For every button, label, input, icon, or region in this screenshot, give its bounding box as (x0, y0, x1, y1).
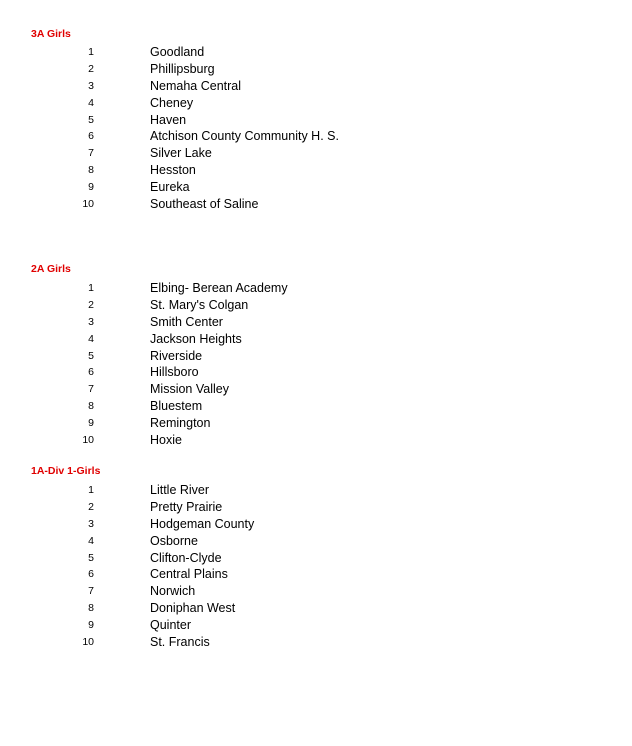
ranking-row (0, 550, 632, 567)
team-name: Norwich (150, 584, 196, 599)
rank-number: 9 (88, 619, 94, 632)
ranking-row (0, 364, 632, 381)
ranking-row (0, 617, 632, 634)
rank-number: 3 (88, 315, 94, 328)
team-name: Hillsboro (150, 365, 199, 380)
rank-number: 6 (88, 568, 94, 581)
rank-number: 3 (88, 517, 94, 530)
team-name: Eureka (150, 180, 190, 195)
ranking-row (0, 381, 632, 398)
ranking-row (0, 499, 632, 516)
team-name: Goodland (150, 45, 205, 59)
ranking-row (0, 297, 632, 314)
rankings-list (0, 44, 632, 213)
team-name: Haven (150, 112, 187, 127)
section-title: 2A Girls (31, 263, 71, 275)
rank-number: 10 (82, 434, 94, 447)
rank-number: 3 (88, 79, 94, 92)
ranking-row (0, 482, 632, 499)
rank-number: 2 (88, 62, 94, 75)
ranking-row (0, 61, 632, 78)
team-name: Elbing- Berean Academy (150, 281, 288, 295)
rank-number: 10 (82, 636, 94, 649)
team-name: Clifton-Clyde (150, 550, 222, 565)
ranking-row (0, 634, 632, 651)
team-name: Smith Center (150, 314, 223, 329)
team-name: St. Mary's Colgan (150, 297, 249, 312)
rankings-list (0, 482, 632, 651)
rank-number: 5 (88, 113, 94, 126)
rank-number: 8 (88, 400, 94, 413)
rank-number: 4 (88, 332, 94, 345)
team-name: Osborne (150, 533, 198, 548)
rank-number: 9 (88, 181, 94, 194)
team-name: Bluestem (150, 399, 203, 414)
ranking-row (0, 78, 632, 95)
rank-number: 2 (88, 500, 94, 513)
ranking-row (0, 398, 632, 415)
team-name: Atchison County Community H. S. (150, 129, 339, 144)
team-name: Pretty Prairie (150, 499, 223, 514)
team-name: St. Francis (150, 635, 210, 650)
ranking-row (0, 583, 632, 600)
team-name: Jackson Heights (150, 331, 242, 346)
ranking-row (0, 533, 632, 550)
ranking-row (0, 95, 632, 112)
section-title: 3A Girls (31, 28, 71, 40)
rank-number: 7 (88, 383, 94, 396)
rank-number: 10 (82, 198, 94, 211)
team-name: Central Plains (150, 567, 228, 582)
team-name: Hoxie (150, 433, 182, 448)
team-name: Doniphan West (150, 601, 236, 616)
rankings-list (0, 280, 632, 449)
ranking-row (0, 415, 632, 432)
team-name: Southeast of Saline (150, 197, 259, 212)
ranking-row (0, 145, 632, 162)
team-name: Nemaha Central (150, 78, 242, 93)
ranking-row (0, 196, 632, 213)
team-name: Remington (150, 416, 211, 431)
team-name: Hodgeman County (150, 516, 255, 531)
ranking-row (0, 162, 632, 179)
ranking-row (0, 314, 632, 331)
ranking-row (0, 600, 632, 617)
ranking-row (0, 516, 632, 533)
rank-number: 1 (88, 484, 94, 496)
ranking-row (0, 348, 632, 365)
rank-number: 6 (88, 366, 94, 379)
rank-number: 9 (88, 417, 94, 430)
rank-number: 7 (88, 585, 94, 598)
team-name: Mission Valley (150, 382, 229, 397)
rank-number: 2 (88, 298, 94, 311)
rank-number: 4 (88, 96, 94, 109)
section-title: 1A-Div 1-Girls (31, 465, 101, 477)
ranking-row (0, 280, 632, 297)
rank-number: 5 (88, 551, 94, 564)
rank-number: 5 (88, 349, 94, 362)
rank-number: 7 (88, 147, 94, 160)
team-name: Riverside (150, 348, 203, 363)
team-name: Silver Lake (150, 146, 212, 161)
team-name: Quinter (150, 618, 191, 633)
rank-number: 6 (88, 130, 94, 143)
rank-number: 4 (88, 534, 94, 547)
rank-number: 1 (88, 46, 94, 58)
rank-number: 8 (88, 602, 94, 615)
ranking-row (0, 179, 632, 196)
ranking-row (0, 44, 632, 61)
team-name: Phillipsburg (150, 61, 215, 76)
team-name: Little River (150, 483, 210, 497)
ranking-row (0, 566, 632, 583)
ranking-row (0, 112, 632, 129)
team-name: Hesston (150, 163, 196, 178)
team-name: Cheney (150, 95, 194, 110)
rank-number: 8 (88, 164, 94, 177)
rank-number: 1 (88, 282, 94, 294)
ranking-row (0, 128, 632, 145)
ranking-row (0, 331, 632, 348)
ranking-row (0, 432, 632, 449)
